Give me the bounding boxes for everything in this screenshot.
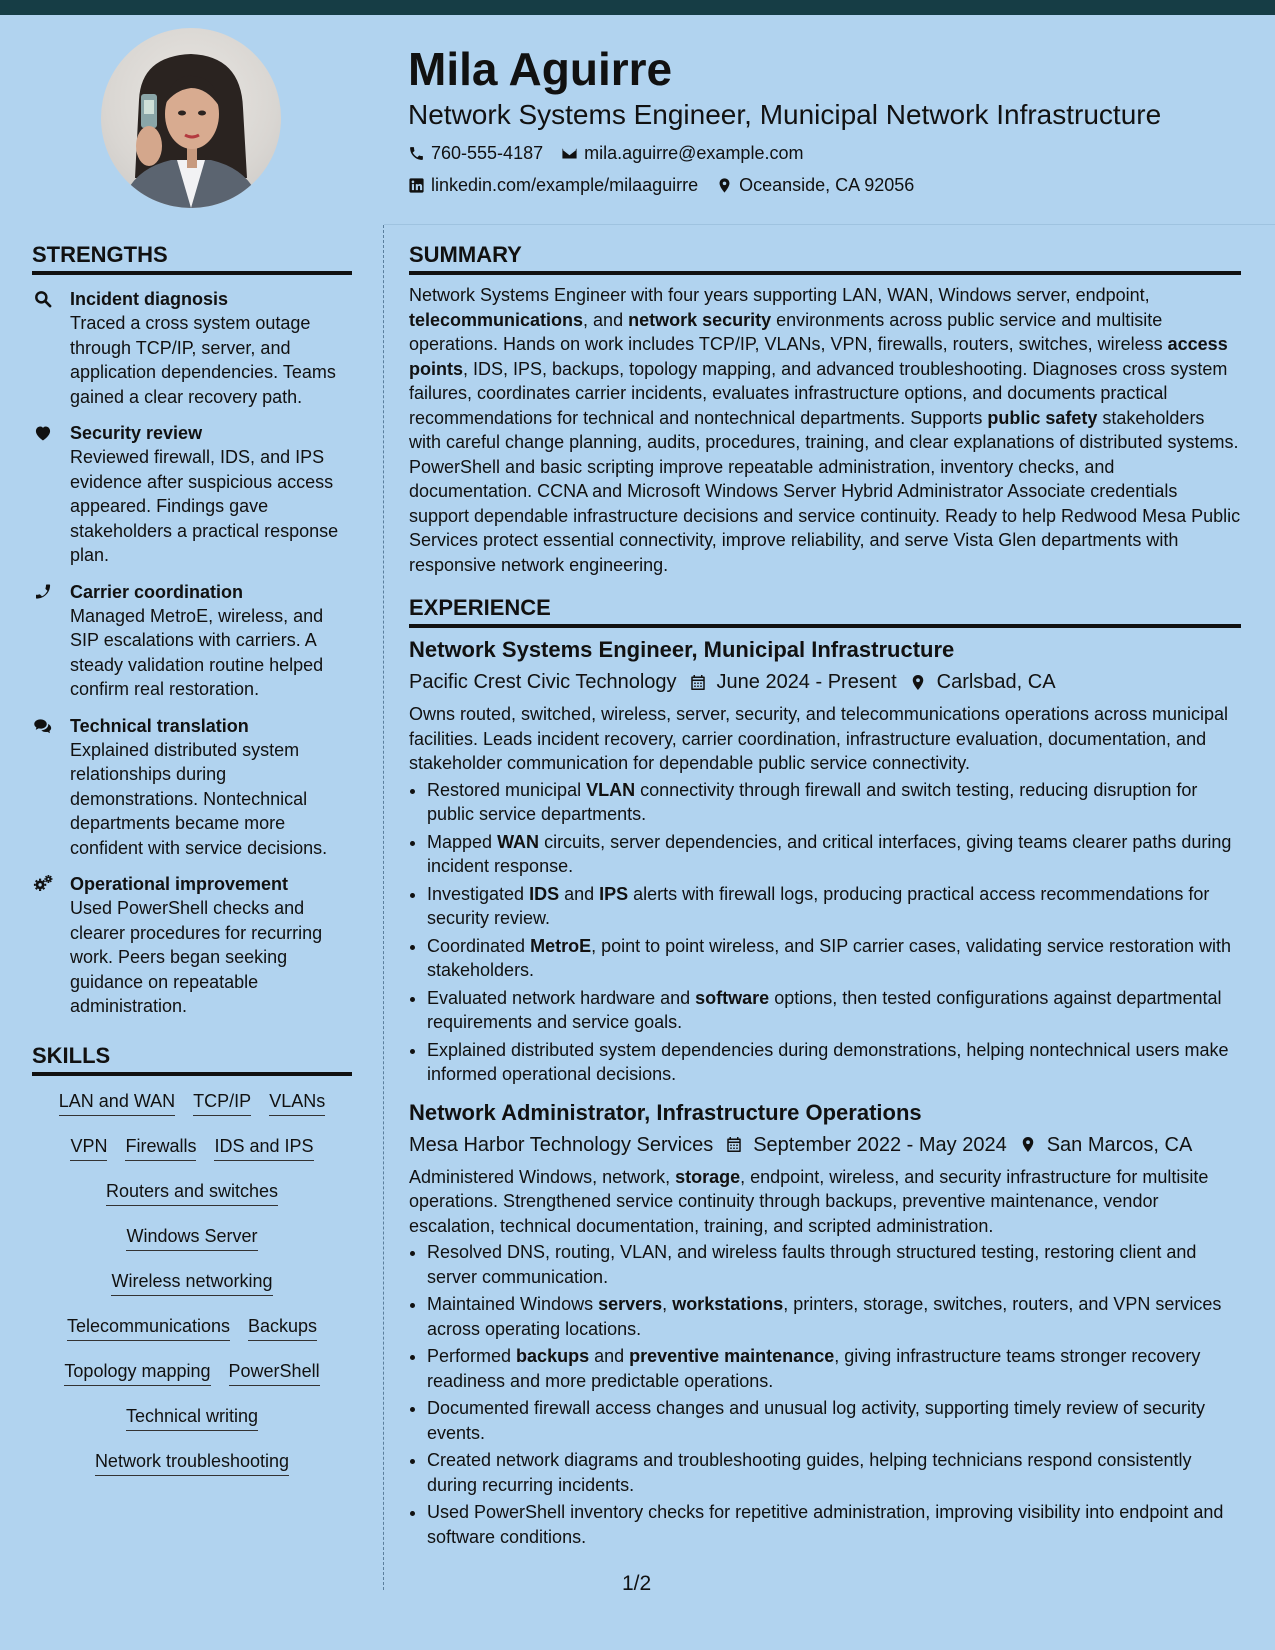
location-text: Oceanside, CA 92056 [739,175,915,195]
experience-list [409,636,1241,1549]
strength-item [32,287,352,409]
location-text: Carlsbad, CA [936,671,1056,693]
left-column [32,240,352,1495]
calendar-icon [725,1135,743,1154]
candidate-name: Mila Aguirre [408,43,673,95]
job-description: Administered Windows, network, storage, endpoint, wireless, and security infrastructure for multisite operations. Strengthened service continuity through backups, preventive maintenance, vendor escalation, technical documentation, training, and scripted administration. [409,1166,1209,1236]
job-bullet: • Maintained Windows servers, workstations, printers, storage, switches, routers, and VPN services across operating locations. [427,1292,1241,1341]
phone-number: 760-555-4187 [431,143,544,163]
strength-title: Technical translation [70,715,249,736]
strength-body [70,872,352,1019]
skill-row [32,1360,352,1405]
column-divider [383,225,384,1590]
skill-row [32,1270,352,1315]
job-meta [409,1131,1241,1159]
emphasis-text: VLAN [586,779,636,800]
job-meta [409,668,1241,696]
email-contact[interactable] [561,142,803,164]
job-dates [725,1131,1007,1159]
top-bar [0,0,1275,15]
strength-body [70,421,352,568]
skill-tag-backups: Backups [248,1315,317,1341]
skill-tag-lan-and-wan: LAN and WAN [59,1090,175,1116]
strength-description: Traced a cross system outage through TCP/IP, server, and application dependencies. Teams gained a clear recovery path. [70,313,336,407]
strength-item [32,580,352,702]
skill-tag-firewalls: Firewalls [125,1135,196,1161]
contact-row-2 [408,174,1248,196]
date-range: June 2024 - Present [716,671,897,693]
linkedin-url: linkedin.com/example/milaaguirre [431,175,699,195]
strength-title: Incident diagnosis [70,289,229,309]
resume-header [408,40,1248,196]
company-name: Pacific Crest Civic Technology [409,671,677,693]
heart-icon [32,421,70,568]
email-address: mila.aguirre@example.com [584,143,804,163]
skill-row [32,1405,352,1450]
experience-heading: EXPERIENCE [409,593,1241,628]
location-text: San Marcos, CA [1046,1133,1193,1156]
linkedin-icon [408,177,425,194]
profile-photo [101,28,281,208]
job-bullet: • Evaluated network hardware and software options, then tested configurations against departmental requirements and service goals. [427,986,1241,1035]
job-title: Network Administrator, Infrastructure Operations [409,1099,922,1125]
emphasis-text: workstations [672,1294,784,1314]
strength-item [32,421,352,568]
right-column [409,240,1241,1552]
strength-item [32,872,352,1019]
job-bullet: • Investigated IDS and IPS alerts with firewall logs, producing practical access recommendations for security review. [427,882,1241,931]
contact-row-1 [408,142,1248,164]
calendar-icon [689,673,707,692]
map-marker-icon [716,177,733,194]
strength-body [70,287,352,409]
location-contact [716,174,914,196]
map-marker-icon [1019,1135,1037,1154]
job-bullet: • Coordinated MetroE, point to point wireless, and SIP carrier cases, validating service restoration with stakeholders. [427,934,1241,983]
job-entry [409,1099,1241,1550]
job-dates [689,668,897,696]
linkedin-contact[interactable] [408,174,698,196]
job-bullet: • Used PowerShell inventory checks for repetitive administration, improving visibility into endpoint and software conditions. [427,1500,1241,1549]
emphasis-text: preventive maintenance [629,1346,835,1366]
job-location [1019,1131,1193,1159]
emphasis-text: access points [409,334,1228,379]
strengths-heading: STRENGTHS [32,240,352,275]
job-bullet: • Mapped WAN circuits, server dependencies, and critical interfaces, giving teams clearer paths during incident response. [427,830,1241,879]
emphasis-text: IPS [599,883,629,904]
job-bullet: • Restored municipal VLAN connectivity through firewall and switch testing, reducing disruption for public service departments. [427,778,1241,827]
skill-row [32,1450,352,1495]
phone-contact[interactable] [408,142,543,164]
skill-row [32,1090,352,1135]
emphasis-text: MetroE [530,935,592,956]
skill-tag-tcp-ip: TCP/IP [193,1090,251,1116]
skill-tag-powershell: PowerShell [229,1360,320,1386]
emphasis-text: network security [628,309,772,330]
comments-icon [32,714,70,861]
job-bullets [409,778,1241,1087]
emphasis-text: software [695,987,770,1008]
skill-tag-vlans: VLANs [269,1090,325,1116]
skill-tag-telecommunications: Telecommunications [67,1315,230,1341]
job-bullet: • Created network diagrams and troubleshooting guides, helping technicians respond consistently during recurring incidents. [427,1448,1241,1497]
job-bullet: • Explained distributed system dependencies during demonstrations, helping nontechnical users make informed operational decisions. [427,1038,1241,1087]
skill-row [32,1180,352,1225]
strength-title: Operational improvement [70,874,289,894]
job-description: Owns routed, switched, wireless, server, security, and telecommunications operations across municipal facilities. Leads incident recovery, carrier coordination, infrastructure evaluation, documentation, and stakeholder communication for dependable public service connectivity. [409,704,1229,773]
date-range: September 2022 - May 2024 [753,1133,1007,1156]
search-icon [32,287,70,409]
candidate-title: Network Systems Engineer, Municipal Network Infrastructure [408,99,1162,130]
skill-row [32,1225,352,1270]
profile-photo-illustration [101,28,281,208]
gears-icon [32,872,70,1019]
skill-tag-topology-mapping: Topology mapping [64,1360,210,1386]
strength-item [32,714,352,861]
job-bullets [409,1240,1241,1549]
strength-description: Reviewed firewall, IDS, and IPS evidence after suspicious access appeared. Findings gave stakeholders a practical response plan. [70,447,339,565]
strength-title: Carrier coordination [70,581,244,602]
job-entry [409,636,1241,1087]
strength-description: Used PowerShell checks and clearer procedures for recurring work. Peers began seeking guidance on repeatable administration. [70,898,323,1016]
skill-tag-ids-and-ips: IDS and IPS [214,1135,313,1161]
emphasis-text: backups [516,1346,590,1366]
strength-body [70,580,352,702]
emphasis-text: WAN [497,831,540,852]
skill-tag-technical-writing: Technical writing [126,1405,258,1431]
skill-tag-vpn: VPN [70,1135,107,1161]
skills-heading: SKILLS [32,1041,352,1076]
strength-description: Explained distributed system relationships during demonstrations. Nontechnical departments became more confident with service decisions. [70,739,328,858]
map-marker-icon [909,673,927,692]
strength-description: Managed MetroE, wireless, and SIP escalations with carriers. A steady validation routine helped confirm real restoration. [70,605,324,699]
summary-text: Network Systems Engineer with four years supporting LAN, WAN, Windows server, endpoint, telecommunications, and network security environments across public service and multisite operations. Hands on work includes TCP/IP, VLANs, VPN, firewalls, routers, switches, wireless access points, IDS, IPS, backups, topology mapping, and advanced troubleshooting. Diagnoses cross system failures, coordinates carrier incidents, evaluates infrastructure options, and documents practical recommendations for technical and nontechnical departments. Supports public safety stakeholders with careful change planning, audits, procedures, training, and clear explanations of distributed systems. PowerShell and basic scripting improve repeatable administration, inventory checks, and documentation. CCNA and Microsoft Windows Server Hybrid Administrator Associate credentials support dependable infrastructure decisions and service continuity. Ready to help Redwood Mesa Public Services protect essential connectivity, improve reliability, and serve Vista Glen departments with responsive network engineering. [409,285,1241,575]
skill-tag-wireless-networking: Wireless networking [111,1270,272,1296]
header-divider [384,224,1275,225]
emphasis-text: servers [598,1294,663,1314]
emphasis-text: public safety [987,407,1098,428]
job-title: Network Systems Engineer, Municipal Infrastructure [409,637,955,662]
envelope-icon [561,145,578,162]
strength-title: Security review [70,423,203,443]
emphasis-text: storage [675,1166,741,1187]
job-bullet: • Performed backups and preventive maintenance, giving infrastructure teams stronger recovery readiness and more predictable operations. [427,1344,1241,1393]
company-name: Mesa Harbor Technology Services [409,1133,714,1156]
skill-row [32,1315,352,1360]
skill-tag-network-troubleshooting: Network troubleshooting [95,1450,289,1476]
emphasis-text: telecommunications [409,309,584,330]
skill-row [32,1135,352,1180]
phone-icon [32,580,70,702]
emphasis-text: IDS [529,883,560,904]
job-location [909,668,1056,696]
phone-icon [408,145,425,162]
skill-tag-windows-server: Windows Server [126,1225,257,1251]
skills-list [32,1090,352,1495]
skill-tag-routers-and-switches: Routers and switches [106,1180,278,1206]
summary-heading: SUMMARY [409,240,1241,275]
page-number: 1/2 [622,1572,652,1595]
job-bullet: • Resolved DNS, routing, VLAN, and wireless faults through structured testing, restoring client and server communication. [427,1240,1241,1289]
strength-body [70,714,352,861]
job-bullet: • Documented firewall access changes and unusual log activity, supporting timely review of security events. [427,1396,1241,1445]
strengths-list [32,287,352,1019]
